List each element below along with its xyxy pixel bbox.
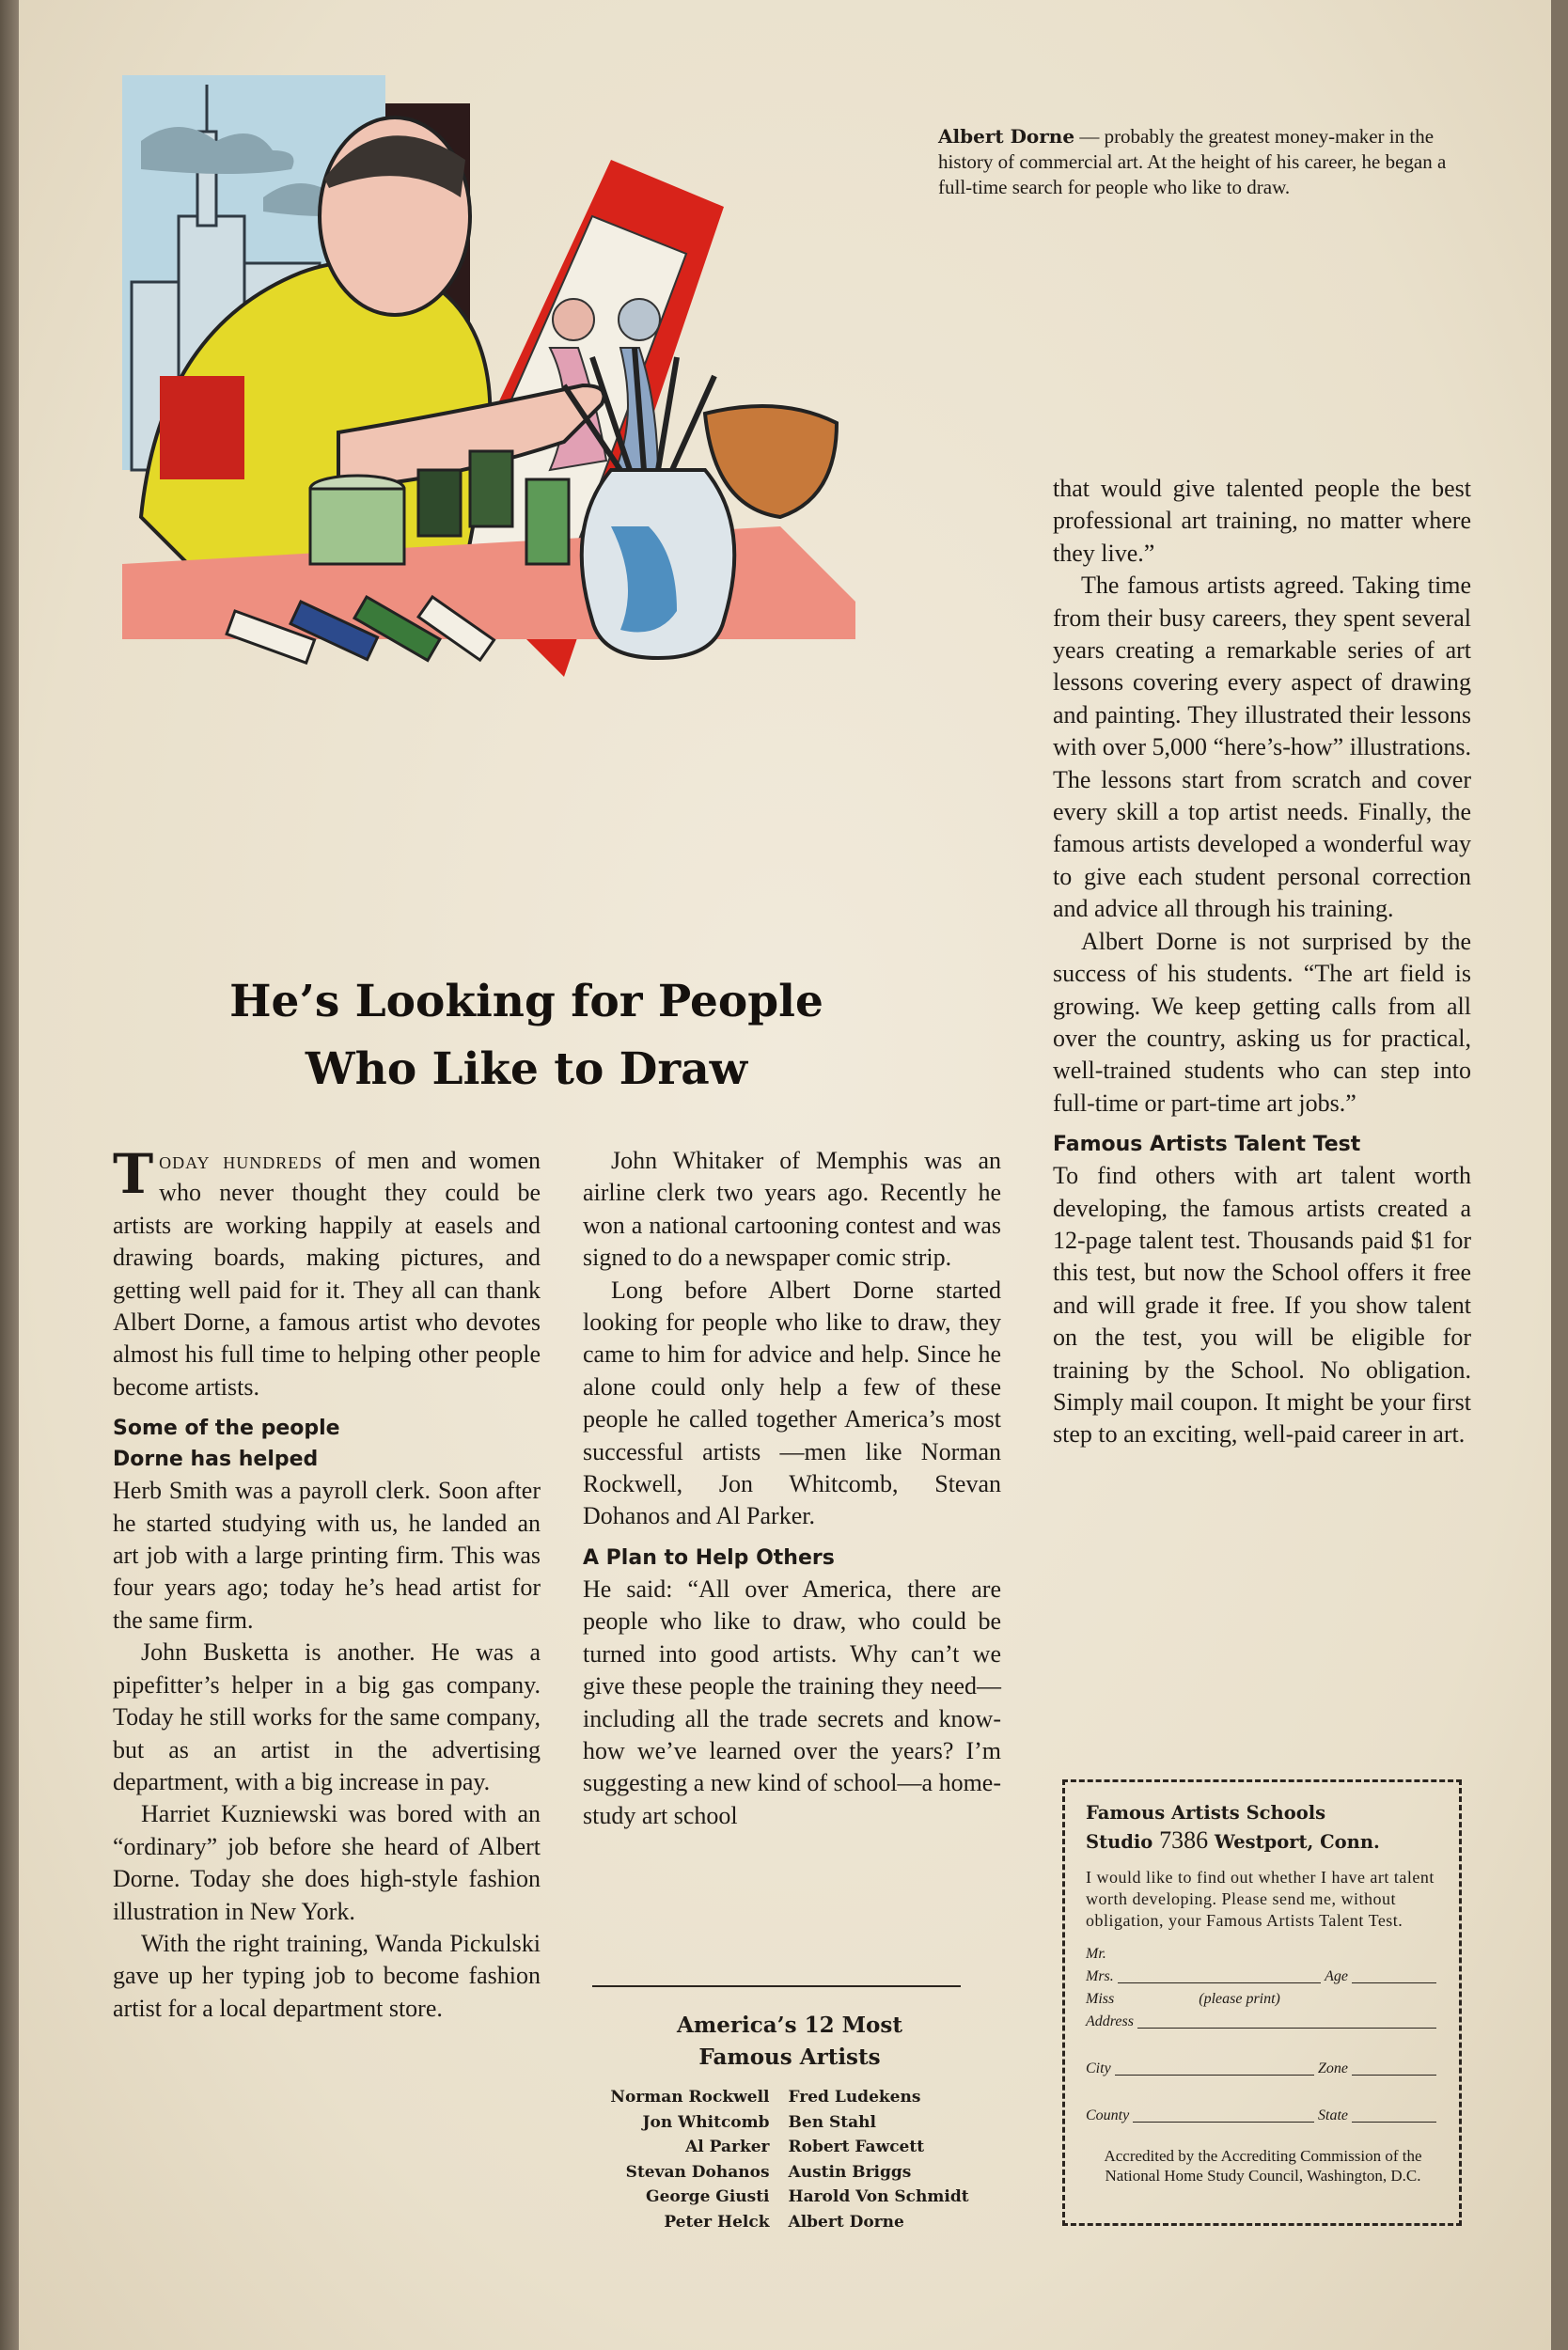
intro-text: of men and women who never thought they could be artists are working happily at easels and drawing boards, making pictures, and getting well paid for it. They all can thank Albert Dorne, a famous artist who devotes almost his full time to helping other people become artists. bbox=[113, 1147, 541, 1401]
artist-name: Al Parker bbox=[685, 2138, 770, 2156]
artist-name: George Giusti bbox=[646, 2187, 770, 2206]
artist-names-left bbox=[610, 2085, 769, 2234]
subhead-line-2: Dorne has helped bbox=[113, 1448, 319, 1472]
artist-name: Norman Rockwell bbox=[610, 2088, 770, 2107]
coupon-school-name: Famous Artists Schools bbox=[1086, 1802, 1326, 1824]
magazine-spine-edge bbox=[0, 0, 19, 2350]
artist-name: Fred Ludekens bbox=[788, 2088, 921, 2107]
caption-name: Albert Dorne bbox=[938, 125, 1075, 148]
coupon-name-field[interactable] bbox=[1086, 1967, 1440, 1986]
paragraph: John Busketta is another. He was a pipefitter’s helper in a big gas company. Today he still works for the same company, but as an artist in the advertising department, with a big increase in pay. bbox=[113, 1638, 541, 1795]
coupon-zone-label: Zone bbox=[1318, 2060, 1348, 2076]
body-column-3 bbox=[1053, 473, 1471, 1451]
intro-smallcaps: oday hundreds bbox=[159, 1147, 323, 1174]
coupon-state-label: State bbox=[1318, 2107, 1348, 2123]
headline bbox=[150, 968, 902, 1104]
coupon-miss-line bbox=[1086, 1990, 1440, 2009]
artist-name: Austin Briggs bbox=[788, 2162, 912, 2182]
artist-name: Stevan Dohanos bbox=[625, 2162, 770, 2182]
coupon-city: Westport, Conn. bbox=[1214, 1831, 1380, 1853]
coupon-studio-line bbox=[1086, 1826, 1440, 1856]
red-chair bbox=[160, 376, 244, 479]
coupon-address-label: Address bbox=[1086, 2013, 1134, 2029]
artist-name: Peter Helck bbox=[664, 2212, 770, 2232]
divider-rule bbox=[592, 1985, 961, 1987]
coupon-city-field[interactable] bbox=[1086, 2060, 1440, 2078]
coupon-county-label: County bbox=[1086, 2107, 1130, 2123]
sketch-figure bbox=[619, 299, 660, 340]
artist-names bbox=[573, 2085, 1006, 2234]
coupon-city-label: City bbox=[1086, 2060, 1111, 2076]
body-column-2 bbox=[583, 1145, 1001, 1832]
coupon-mrs-label: Mrs. bbox=[1086, 1968, 1114, 1984]
coupon-studio-number: 7386 bbox=[1159, 1826, 1209, 1854]
coupon-age-label: Age bbox=[1325, 1968, 1348, 1984]
paragraph: Herb Smith was a payroll clerk. Soon after he started studying with us, he landed an art job with a large printing firm. This was four years ago; today he’s head artist for the same firm. bbox=[113, 1477, 541, 1634]
drop-cap: T bbox=[113, 1142, 154, 1206]
body-column-1 bbox=[113, 1142, 541, 2025]
artist-name: Harold Von Schmidt bbox=[788, 2187, 969, 2206]
coupon-accreditation-note: Accredited by the Accrediting Commission of the National Home Study Council, Washington, D.C. bbox=[1104, 2147, 1422, 2185]
coupon-address-field[interactable] bbox=[1086, 2013, 1440, 2031]
intro-paragraph bbox=[113, 1142, 541, 1403]
paragraph: Long before Albert Dorne started looking for people who like to draw, they came to him for advice and help. Since he alone could only help a few of these people he called together America’s most successful artists —men like Norman Rockwell, Jon Whitcomb, Stevan Dohanos and Al Parker. bbox=[583, 1276, 1001, 1530]
famous-title-line-2: Famous Artists bbox=[698, 2044, 881, 2070]
artist-name: Jon Whitcomb bbox=[642, 2112, 770, 2132]
famous-artists-title bbox=[573, 2010, 1006, 2074]
paragraph: John Whitaker of Memphis was an airline clerk two years ago. Recently he won a national cartooning contest and was signed to do a newspaper comic strip. bbox=[583, 1147, 1001, 1272]
subhead-talent-test: Famous Artists Talent Test bbox=[1053, 1133, 1361, 1157]
paragraph: Albert Dorne is not surprised by the success of his students. “The art field is growing. We keep getting calls from all over the country, asking us for practical, well-trained students who can step into full-time or part-time art jobs.” bbox=[1053, 927, 1471, 1117]
photo-caption bbox=[938, 124, 1465, 200]
paragraph: To find others with art talent worth developing, the famous artists created a 12-page talent test. Thousands paid $1 for this test, but now the School offers it free and will grade it free. If you show talent on the test, you will be eligible for training by the School. No obligation. Simply mail coupon. It might be your first step to an exciting, well-paid career in art. bbox=[1053, 1162, 1471, 1449]
sketch-figure bbox=[553, 299, 594, 340]
famous-artists-list bbox=[573, 2010, 1006, 2234]
subhead-plan: A Plan to Help Others bbox=[583, 1545, 835, 1570]
coupon-header bbox=[1086, 1799, 1440, 1856]
coupon-please-print: (please print) bbox=[1199, 1991, 1280, 2007]
coupon-body: I would like to find out whether I have art talent worth developing. Please send me, without obligation, your Famous Artists Talent Test. bbox=[1086, 1868, 1435, 1930]
artist-illustration bbox=[122, 75, 1025, 959]
coupon-mr-label: Mr. bbox=[1086, 1946, 1106, 1962]
paragraph: The famous artists agreed. Taking time from their busy careers, they spent several years creating a remarkable series of art lessons covering every aspect of drawing and painting. They illustrated their lessons with over 5,000 “here’s-how” illustrations. The lessons start from scratch and cover every skill a top artist needs. Finally, the famous artists developed a wonderful way to give each student personal correction and advice all through his training. bbox=[1053, 572, 1471, 923]
artist-name: Ben Stahl bbox=[788, 2112, 876, 2132]
paragraph: Harriet Kuzniewski was bored with an “ordinary” job before she heard of Albert Dorne. Today she does high-style fashion illustration in New York. bbox=[113, 1800, 541, 1925]
famous-title-line-1: America’s 12 Most bbox=[677, 2013, 902, 2038]
artist-name: Albert Dorne bbox=[788, 2212, 904, 2232]
coupon-county-field[interactable] bbox=[1086, 2107, 1440, 2125]
coupon-studio-label: Studio bbox=[1086, 1831, 1153, 1853]
paragraph: that would give talented people the best professional art training, no matter where they live.” bbox=[1053, 475, 1471, 567]
headline-line-1: He’s Looking for People bbox=[229, 976, 823, 1027]
paragraph: He said: “All over America, there are people who like to draw, who could be turned into good artists. Why can’t we give these people the training they need—including all the trade secrets and know-how we’ve learned over the years? I’m suggesting a new kind of school—a home-study art school bbox=[583, 1574, 1001, 1829]
coupon-mr-line bbox=[1086, 1945, 1440, 1964]
paragraph: With the right training, Wanda Pickulski gave up her typing job to become fashion artist for a local department store. bbox=[113, 1929, 541, 2022]
headline-line-2: Who Like to Draw bbox=[305, 1043, 748, 1095]
artist-names-right bbox=[789, 2085, 969, 2234]
coupon-miss-label: Miss bbox=[1086, 1991, 1115, 2007]
artist-name: Robert Fawcett bbox=[788, 2138, 925, 2156]
subhead-people-helped bbox=[113, 1413, 541, 1475]
caption-text: — probably the greatest money-maker in the history of commercial art. At the height of his career, he began a full-time search for people who like to draw. bbox=[938, 125, 1447, 198]
mail-coupon[interactable] bbox=[1062, 1779, 1462, 2226]
subhead-line-1: Some of the people bbox=[113, 1417, 340, 1441]
